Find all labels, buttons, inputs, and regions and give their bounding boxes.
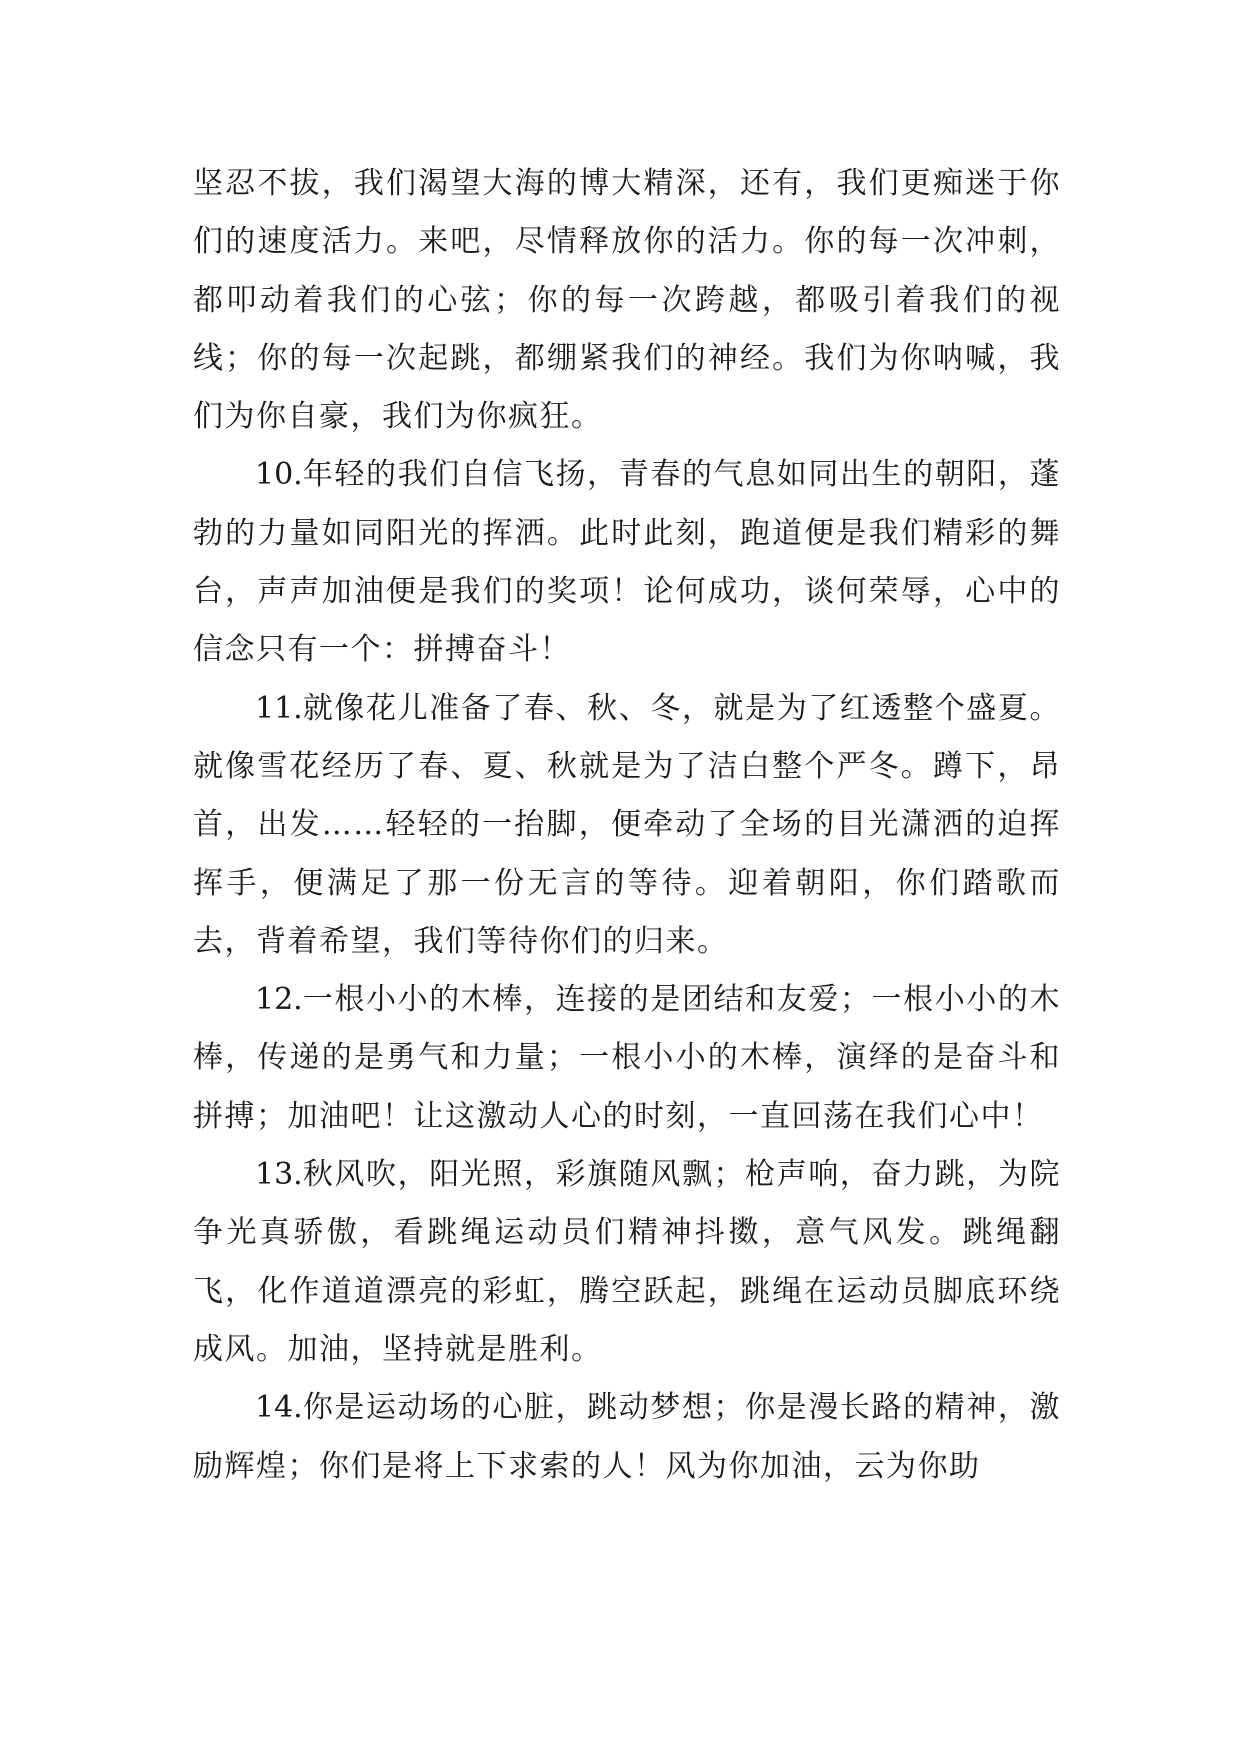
paragraph-text: 一根小小的木棒，连接的是团结和友爱；一根小小的木棒，传递的是勇气和力量；一根小小的木棒，演绎的是奋斗和拼搏；加油吧！让这激动人心的时刻，一直回荡在我们心中！: [193, 982, 1061, 1134]
paragraph-number: 12.: [255, 982, 303, 1018]
paragraph-14: [193, 1379, 1061, 1496]
paragraph-number: 11.: [255, 690, 303, 726]
paragraph-text: 年轻的我们自信飞扬，青春的气息如同出生的朝阳，蓬勃的力量如同阳光的挥洒。此时此刻，跑道便是我们精彩的舞台，声声加油便是我们的奖项！论何成功，谈何荣辱，心中的信念只有一个：拼搏奋斗！: [193, 457, 1061, 668]
paragraph-text: 秋风吹，阳光照，彩旗随风飘；枪声响，奋力跳，为院争光真骄傲，看跳绳运动员们精神抖擞，意气风发。跳绳翻飞，化作道道漂亮的彩虹，腾空跃起，跳绳在运动员脚底环绕成风。加油，坚持就是胜利。: [193, 1157, 1061, 1367]
paragraph-continuation: [193, 155, 1061, 446]
paragraph-10: [193, 446, 1061, 679]
paragraph-11: [193, 680, 1061, 971]
paragraph-number: 14.: [255, 1390, 303, 1426]
paragraph-number: 10.: [255, 457, 303, 493]
paragraph-number: 13.: [255, 1157, 303, 1193]
paragraph-text: 你是运动场的心脏，跳动梦想；你是漫长路的精神，激励辉煌；你们是将上下求索的人！风为你加油，云为你助: [193, 1390, 1061, 1484]
paragraph-text: 坚忍不拔，我们渴望大海的博大精深，还有，我们更痴迷于你们的速度活力。来吧，尽情释放你的活力。你的每一次冲刺，都叩动着我们的心弦；你的每一次跨越，都吸引着我们的视线；你的每一次起跳，都绷紧我们的神经。我们为你呐喊，我们为你自豪，我们为你疯狂。: [193, 166, 1061, 435]
paragraph-text: 就像花儿准备了春、秋、冬，就是为了红透整个盛夏。就像雪花经历了春、夏、秋就是为了洁白整个严冬。蹲下，昂首，出发……轻轻的一抬脚，便牵动了全场的目光潇洒的迫挥挥手，便满足了那一份无言的等待。迎着朝阳，你们踏歌而去，背着希望，我们等待你们的归来。: [193, 690, 1061, 959]
paragraph-12: [193, 971, 1061, 1146]
paragraph-13: [193, 1146, 1061, 1379]
document-body: [193, 155, 1061, 1496]
